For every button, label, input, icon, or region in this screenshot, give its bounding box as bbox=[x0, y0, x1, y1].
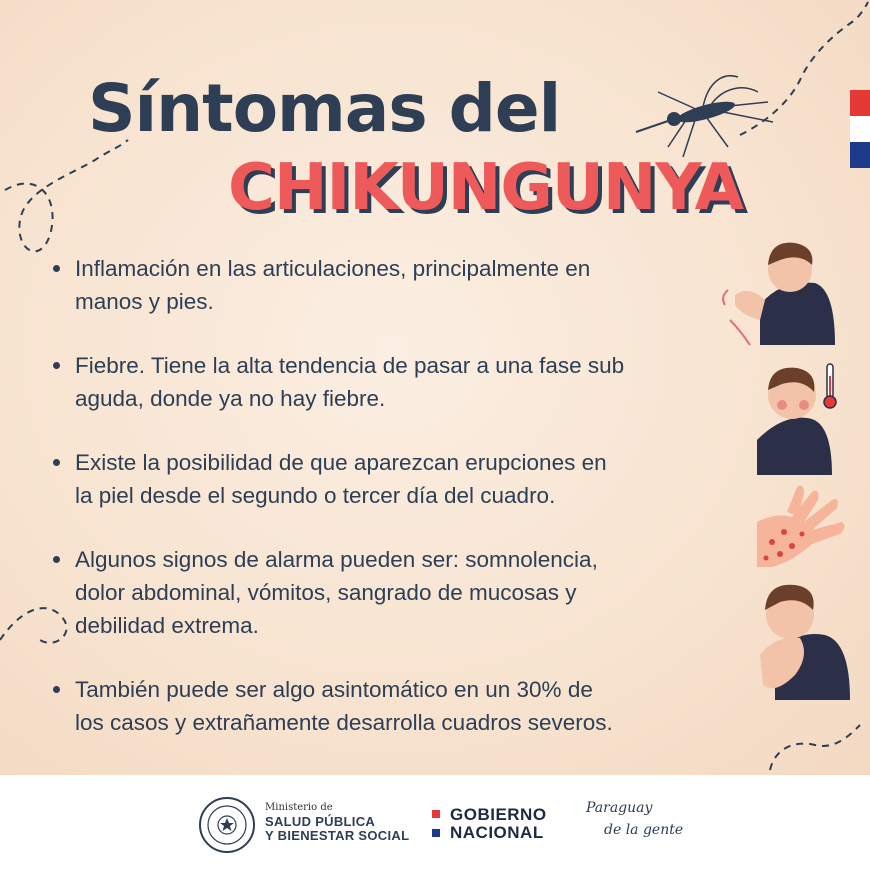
gov-line-1: GOBIERNO bbox=[450, 805, 547, 824]
bullet-line: También puede ser algo asintomático en un 30% de bbox=[75, 677, 593, 702]
footer-bar bbox=[0, 775, 870, 870]
list-item bbox=[50, 673, 740, 739]
rash-hand-illustration bbox=[752, 482, 852, 572]
ministry-prefix: Ministerio de bbox=[265, 802, 333, 813]
list-item bbox=[50, 543, 740, 642]
bullet-line: Inflamación en las articulaciones, principalmente en bbox=[75, 256, 591, 281]
list-item bbox=[50, 446, 740, 512]
paraguay-flag bbox=[850, 90, 870, 168]
mosquito-icon bbox=[628, 62, 788, 162]
thermometer-icon bbox=[820, 362, 840, 412]
ministry-name-line-1: SALUD PÚBLICA bbox=[265, 814, 376, 829]
list-item bbox=[50, 252, 740, 318]
bullet-line: los casos y extrañamente desarrolla cuadros severos. bbox=[75, 710, 613, 735]
symptoms-list bbox=[50, 252, 740, 770]
bullet-dot bbox=[53, 556, 60, 563]
nausea-illustration bbox=[755, 580, 855, 705]
fever-illustration bbox=[752, 360, 862, 480]
bullet-dot bbox=[53, 265, 60, 272]
slogan-line-1: Paraguay bbox=[586, 800, 653, 816]
bullet-dot bbox=[53, 459, 60, 466]
red-square-icon bbox=[432, 810, 440, 818]
bullet-line: debilidad extrema. bbox=[75, 613, 259, 638]
bullet-line: Algunos signos de alarma pueden ser: somnolencia, bbox=[75, 547, 598, 572]
bullet-line: dolor abdominal, vómitos, sangrado de mucosas y bbox=[75, 580, 577, 605]
bullet-dot bbox=[53, 686, 60, 693]
slogan-line-2: de la gente bbox=[604, 822, 684, 838]
bullet-line: manos y pies. bbox=[75, 289, 214, 314]
blue-square-icon bbox=[432, 829, 440, 837]
joint-pain-illustration bbox=[720, 235, 850, 355]
gov-line-2: NACIONAL bbox=[450, 823, 544, 842]
bullet-line: Fiebre. Tiene la alta tendencia de pasar a una fase sub bbox=[75, 353, 625, 378]
list-item bbox=[50, 349, 740, 415]
bullet-dot bbox=[53, 362, 60, 369]
ministry-seal-logo bbox=[198, 796, 256, 854]
title-line-2: CHIKUNGUNYA bbox=[228, 151, 744, 225]
bullet-line: Existe la posibilidad de que aparezcan erupciones en bbox=[75, 450, 607, 475]
bullet-line: la piel desde el segundo o tercer día del cuadro. bbox=[75, 483, 556, 508]
title-line-1: Síntomas del bbox=[88, 70, 561, 147]
ministry-name-line-2: Y BIENESTAR SOCIAL bbox=[265, 828, 410, 843]
bullet-line: aguda, donde ya no hay fiebre. bbox=[75, 386, 386, 411]
